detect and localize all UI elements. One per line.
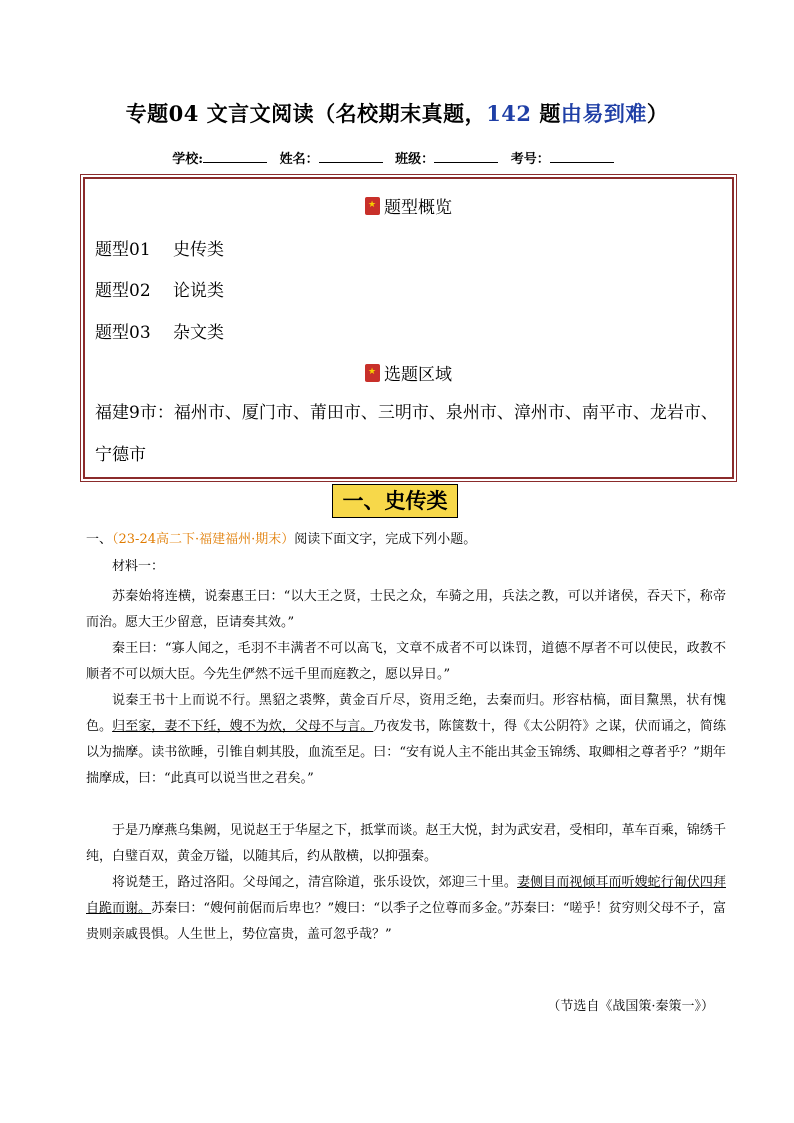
- paragraph: 苏秦始将连横，说秦惠王曰：“以大王之贤，士民之众，车骑之用，兵法之教，可以并诸侯，吞天下，称帝而治。愿大王少留意，臣请奏其效。”: [86, 589, 726, 630]
- student-info-line: [0, 148, 794, 167]
- overview-heading: ★题型概览: [85, 193, 732, 218]
- paragraph: 说秦王书十上而说不行。黑貂之裘弊，黄金百斤尽，资用乏绝，去秦而归。形容枯槁，面目黧黑，状有愧色。归至家，妻不下纴，嫂不为炊，父母不与言。乃夜发书，陈箧数十，得《太公阴符》之谋，伏而诵之，简练以为揣摩。读书欲睡，引锥自刺其股，血流至足。曰：“安有说人主不能出其金玉锦绣、取卿相之尊者乎？”期年揣摩成，曰：“此真可以说当世之君矣。”: [86, 693, 726, 786]
- title-difficulty: 由易到难: [560, 101, 647, 126]
- red-book-icon: [365, 197, 380, 215]
- overview-item: 题型03 杂文类: [95, 323, 224, 343]
- overview-item: 题型02 论说类: [95, 281, 224, 301]
- class-label: 班级：: [395, 152, 435, 167]
- section-heading: 一、史传类: [332, 484, 458, 518]
- question-intro: 一、（23-24高二下·福建福州·期末）阅读下面文字，完成下列小题。: [86, 532, 477, 547]
- material-label: 材料一：: [112, 559, 165, 574]
- school-field[interactable]: [203, 150, 267, 163]
- question-source: （23-24高二下·福建福州·期末）: [112, 532, 295, 547]
- red-book-icon: [365, 364, 380, 382]
- region-text: 福建9市：福州市、厦门市、莆田市、三明市、泉州市、漳州市、南平市、龙岩市、宁德市: [95, 403, 718, 465]
- page-title: [0, 98, 794, 128]
- underlined-sentence: 妻侧目而视倾耳而听嫂蛇行匍伏四拜自跪而谢。: [86, 875, 726, 916]
- class-field[interactable]: [434, 150, 498, 163]
- overview-item: 题型01 史传类: [95, 240, 224, 260]
- paragraph: 于是乃摩燕乌集阙，见说赵王于华屋之下，抵掌而谈。赵王大悦，封为武安君，受相印，革车百乘，锦绣千纯，白璧百双，黄金万镒，以随其后，约从散横，以抑强秦。: [86, 823, 726, 864]
- name-field[interactable]: [319, 150, 383, 163]
- source-note: （节选自《战国策·秦策一》）: [547, 999, 714, 1014]
- name-label: 姓名：: [279, 152, 319, 167]
- exam-field[interactable]: [550, 150, 614, 163]
- title-text: 专题04 文言文阅读（名校期末真题，: [125, 101, 487, 126]
- title-count: 142: [486, 101, 532, 126]
- paragraph: 将说楚王，路过洛阳。父母闻之，清宫除道，张乐设饮，郊迎三十里。妻侧目而视倾耳而听嫂蛇行匍伏四拜自跪而谢。苏秦曰：“嫂何前倨而后卑也？”嫂曰：“以季子之位尊而多金。”苏秦曰：“嗟乎！贫穷则父母不子，富贵则亲戚畏惧。人生世上，势位富贵，盖可忽乎哉？”: [86, 875, 726, 942]
- exam-label: 考号：: [510, 152, 550, 167]
- paragraph: 秦王曰：“寡人闻之，毛羽不丰满者不可以高飞，文章不成者不可以诛罚，道德不厚者不可以使民，政教不顺者不可以烦大臣。今先生俨然不远千里而庭教之，愿以异日。”: [86, 641, 726, 682]
- title-close: ）: [646, 101, 669, 126]
- region-heading: ★选题区域: [85, 360, 732, 385]
- underlined-sentence: 归至家，妻不下纴，嫂不为炊，父母不与言。: [112, 719, 374, 734]
- title-text-2: 题: [531, 101, 561, 126]
- school-label: 学校:: [172, 152, 204, 167]
- overview-box: [83, 177, 734, 479]
